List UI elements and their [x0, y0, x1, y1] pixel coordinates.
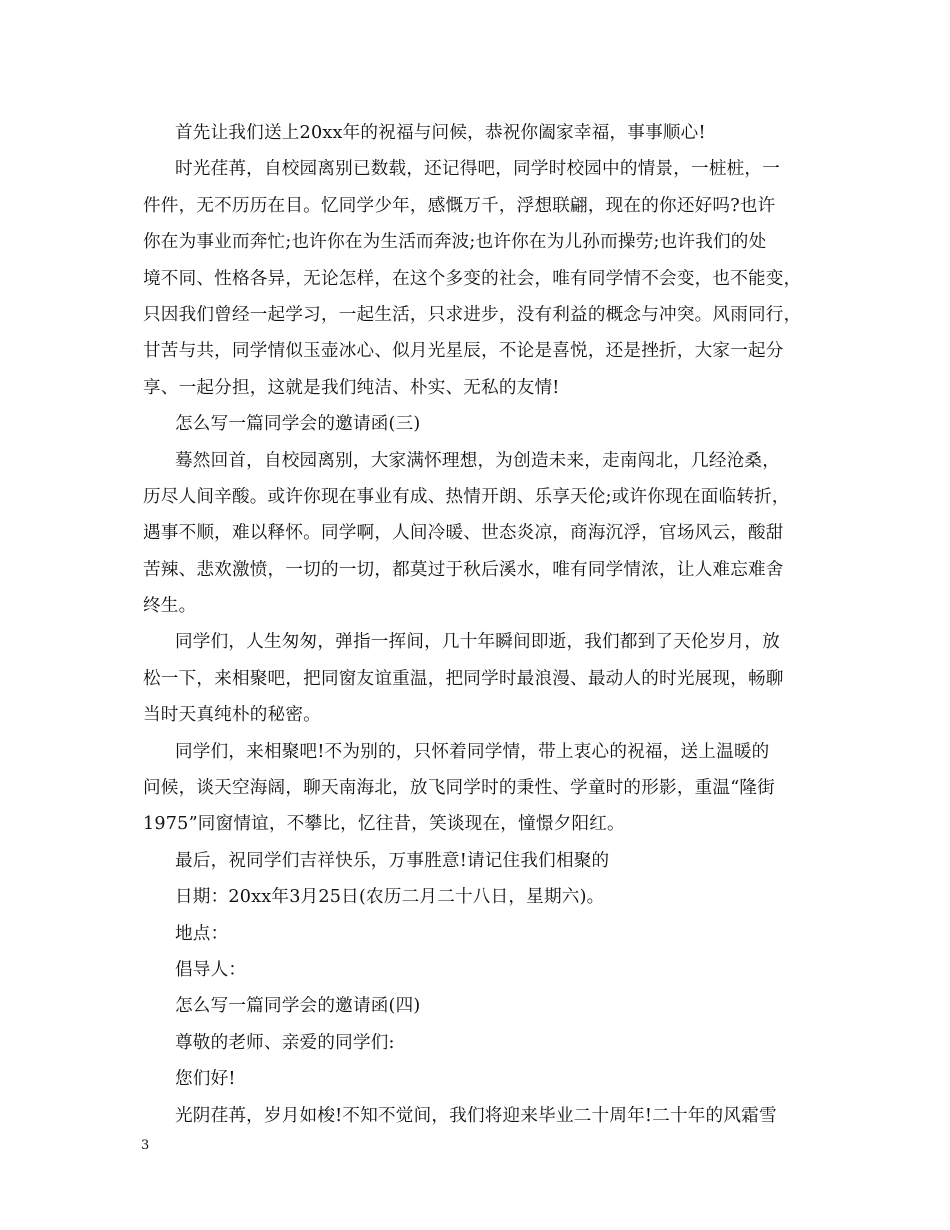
text-line: 时光荏苒，自校园离别已数载，还记得吧，同学时校园中的情景，一桩桩，一 — [175, 159, 780, 180]
text-line: 1975”同窗情谊，不攀比，忆往昔，笑谈现在，憧憬夕阳红。 — [143, 814, 625, 835]
text-line: 地点： — [175, 923, 229, 944]
document-body — [143, 115, 827, 1134]
text-line: 你在为事业而奔忙;也许你在为生活而奔波;也许你在为儿孙而操劳;也许我们的处 — [143, 232, 767, 253]
text-line: 日期：20xx年3月25日(农历二月二十八日，星期六)。 — [175, 887, 605, 908]
text-line: 遇事不顺，难以释怀。同学啊，人间冷暖、世态炎凉，商海沉浮，官场风云，酸甜 — [143, 523, 784, 544]
text-line: 问候，谈天空海阔，聊天南海北，放飞同学时的秉性、学童时的形影，重温“隆街 — [143, 778, 775, 799]
text-line: 终生。 — [143, 596, 197, 617]
text-line: 只因我们曾经一起学习，一起生活，只求进步，没有利益的概念与冲突。风雨同行， — [143, 304, 802, 325]
text-line: 您们好! — [175, 1069, 236, 1090]
page-number: 3 — [141, 1138, 150, 1153]
text-line: 同学们，来相聚吧!不为别的，只怀着同学情，带上衷心的祝福，送上温暖的 — [175, 741, 770, 762]
text-line: 境不同、性格各异，无论怎样，在这个多变的社会，唯有同学情不会变，也不能变， — [143, 268, 802, 289]
text-line: 首先让我们送上20xx年的祝福与问候，恭祝你阖家幸福，事事顺心! — [175, 123, 706, 143]
text-line: 苦辣、悲欢激愤，一切的一切，都莫过于秋后溪水，唯有同学情浓，让人难忘难舍 — [143, 559, 784, 580]
text-line: 甘苦与共，同学情似玉壶冰心、似月光星辰，不论是喜悦，还是挫折，大家一起分 — [143, 341, 784, 362]
text-line: 件件，无不历历在目。忆同学少年，感慨万千，浮想联翩，现在的你还好吗?也许 — [143, 195, 776, 216]
text-line: 怎么写一篇同学会的邀请函(三) — [175, 414, 421, 435]
text-line: 倡导人： — [175, 959, 247, 980]
text-line: 光阴荏苒，岁月如梭!不知不觉间，我们将迎来毕业二十周年!二十年的风霜雪 — [175, 1105, 777, 1126]
text-line: 尊敬的老师、亲爱的同学们: — [175, 1032, 395, 1053]
text-line: 历尽人间辛酸。或许你现在事业有成、热情开朗、乐享天伦;或许你现在面临转折， — [143, 486, 790, 507]
text-line: 松一下，来相聚吧，把同窗友谊重温，把同学时最浪漫、最动人的时光展现，畅聊 — [143, 668, 784, 689]
text-line: 怎么写一篇同学会的邀请函(四) — [175, 996, 421, 1017]
text-line: 享、一起分担，这就是我们纯洁、朴实、无私的友情! — [143, 377, 560, 398]
text-line: 最后，祝同学们吉祥快乐，万事胜意!请记住我们相聚的 — [175, 850, 610, 871]
text-line: 同学们，人生匆匆，弹指一挥间，几十年瞬间即逝，我们都到了天伦岁月，放 — [175, 632, 780, 653]
text-line: 当时天真纯朴的秘密。 — [143, 705, 321, 726]
text-line: 蓦然回首，自校园离别，大家满怀理想，为创造未来，走南闯北，几经沧桑， — [175, 450, 780, 471]
